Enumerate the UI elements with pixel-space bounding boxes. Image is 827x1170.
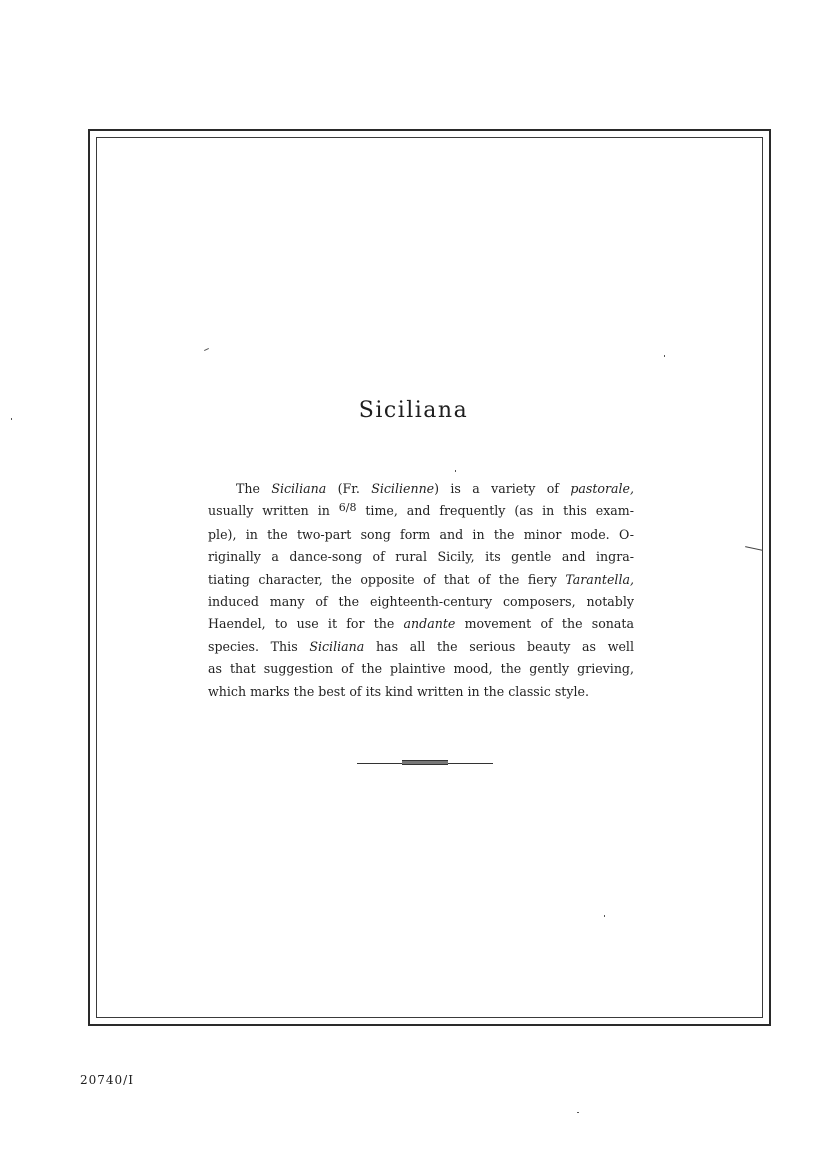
paragraph-line-3: ple), in the two-part song form and in the minor mode. O- <box>208 526 634 542</box>
paragraph-line-7: Haendel, to use it for the andante movement of the sonata <box>208 616 634 632</box>
plate-number: 20740/I <box>80 1073 134 1087</box>
paragraph-line-1: The Siciliana (Fr. Sicilienne) is a variety of pastorale, <box>236 481 635 496</box>
scan-speck <box>11 418 12 420</box>
page-title: Siciliana <box>358 397 469 423</box>
description-paragraph <box>208 478 634 703</box>
paragraph-line-6: induced many of the eighteenth-century composers, notably <box>208 594 634 610</box>
paragraph-line-2: usually written in 6/8 time, and frequently (as in this exam- <box>208 501 634 519</box>
scan-speck <box>664 355 665 357</box>
scan-speck <box>577 1112 579 1113</box>
scan-speck <box>604 915 605 917</box>
scan-speck <box>455 470 456 472</box>
paragraph-line-9: as that suggestion of the plaintive mood, the gently grieving, <box>208 661 634 677</box>
paragraph-line-8: species. This Siciliana has all the serious beauty as well <box>208 638 634 654</box>
paragraph-line-5: tiating character, the opposite of that of the fiery Tarantella, <box>208 571 634 587</box>
time-signature: 6/8 <box>338 501 357 515</box>
paragraph-line-10: which marks the best of its kind written in the classic style. <box>208 683 589 699</box>
paragraph-line-4: riginally a dance-song of rural Sicily, its gentle and ingra- <box>208 549 634 565</box>
ornament-bar <box>402 760 448 765</box>
ornament-divider <box>357 759 493 767</box>
